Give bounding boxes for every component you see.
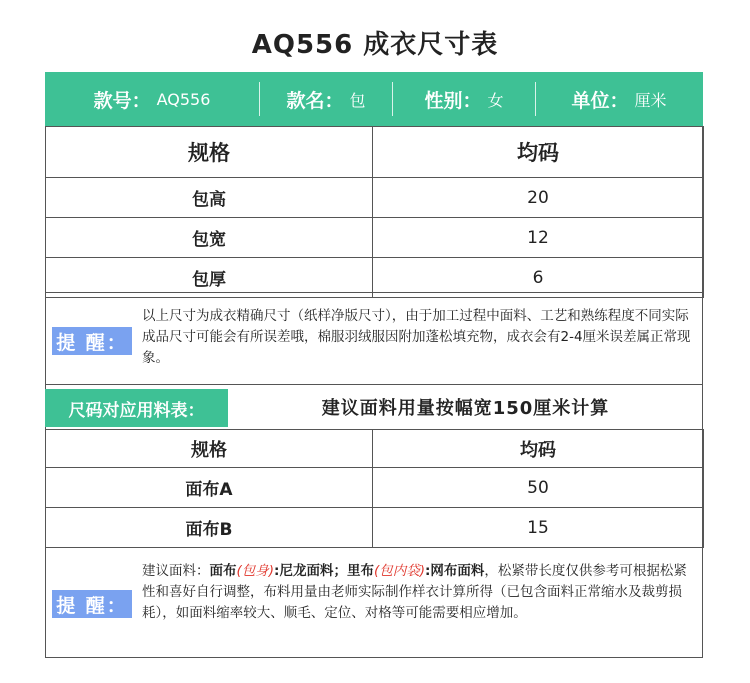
fabric-table	[45, 429, 704, 548]
page-title: AQ556 成衣尺寸表	[251, 30, 499, 60]
row-label: 包宽	[46, 218, 373, 258]
reminder-part: :尼龙面料；里布	[274, 563, 374, 579]
reminder-block	[45, 547, 703, 658]
style-number-label: 款号：	[93, 89, 151, 112]
reminder-part: :网布面料	[425, 563, 485, 579]
style-number-value: AQ556	[156, 89, 211, 109]
fabric-usage-tag: 尺码对应用料表：	[45, 389, 228, 427]
row-value: 12	[373, 218, 704, 258]
fabric-usage-bar	[45, 384, 703, 430]
header-size: 均码	[373, 127, 704, 178]
row-value: 6	[373, 258, 704, 298]
header-spec: 规格	[46, 430, 373, 468]
info-bar	[45, 72, 703, 126]
reminder-badge: 提 醒：	[52, 590, 132, 618]
style-number	[45, 72, 259, 126]
style-name-label: 款名：	[286, 89, 344, 112]
row-label: 包高	[46, 178, 373, 218]
row-value: 15	[373, 508, 704, 548]
table-row	[46, 178, 704, 218]
row-label: 面布A	[46, 468, 373, 508]
gender-value: 女	[487, 90, 504, 110]
reminder-part: ，松紧带长度仅供参考可根据松紧性和喜好自行调整，布料用量由老师实际制作样衣计算所得（已包含面料正常缩水及裁剪损耗），如面料缩率较大、顺毛、定位、对格等可能需要相应增加。	[142, 563, 687, 621]
reminder-badge: 提 醒：	[52, 327, 132, 355]
style-name-value: 包	[349, 90, 366, 110]
header-spec: 规格	[46, 127, 373, 178]
gender-label: 性别：	[424, 89, 482, 112]
style-name	[260, 72, 392, 126]
reminder-block	[45, 292, 703, 384]
header-size: 均码	[373, 430, 704, 468]
row-label: 包厚	[46, 258, 373, 298]
fabric-usage-note: 建议面料用量按幅宽150厘米计算	[321, 398, 610, 419]
row-label: 面布B	[46, 508, 373, 548]
reminder-text: 以上尺寸为成衣精确尺寸（纸样净版尺寸），由于加工过程中面料、工艺和熟练程度不同实际成品尺寸可能会有所误差哦，棉服羽绒服因附加蓬松填充物，成衣会有2-4厘米误差属正常现象。	[142, 308, 691, 366]
unit-label: 单位：	[571, 89, 629, 112]
reminder-part: 建议面料：	[142, 563, 210, 579]
table-row	[46, 508, 704, 548]
reminder-highlight: (包内袋)	[373, 563, 425, 579]
gender	[393, 72, 535, 126]
table-row	[46, 468, 704, 508]
table-row	[46, 218, 704, 258]
row-value: 50	[373, 468, 704, 508]
reminder-text	[142, 561, 694, 624]
reminder-part: 面布	[209, 563, 237, 579]
unit	[536, 72, 702, 126]
table-header-row	[46, 127, 704, 178]
table-header-row	[46, 430, 704, 468]
unit-value: 厘米	[634, 90, 667, 110]
row-value: 20	[373, 178, 704, 218]
size-table	[45, 126, 704, 298]
reminder-highlight: (包身)	[236, 563, 275, 579]
